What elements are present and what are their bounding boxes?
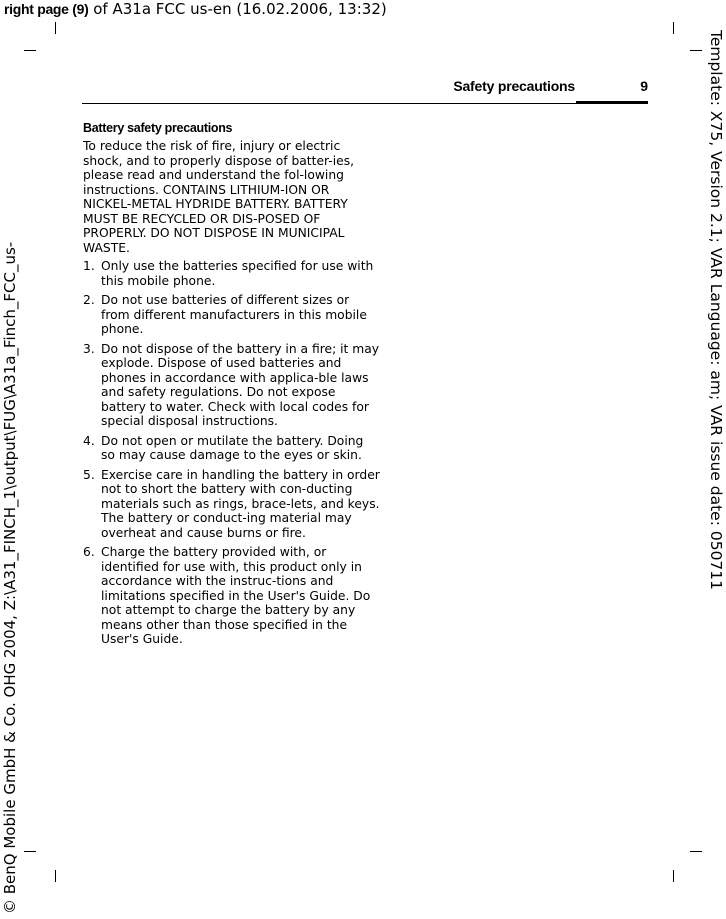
crop-mark-bottom-left-horizontal (24, 851, 36, 852)
crop-mark-top-left-horizontal (24, 50, 36, 51)
doc-info: of A31a FCC us-en (16.02.2006, 13:32) (88, 0, 387, 18)
header-tab-mark (576, 101, 648, 104)
list-item (83, 293, 381, 337)
item-text: Exercise care in handling the battery in order not to short the battery with con-ducting materials such as rings, brace-lets, and keys. The battery or conduct-ing material may overheat and cause burns or fire. (101, 467, 380, 540)
section-heading: Battery safety precautions (83, 121, 233, 135)
crop-mark-bottom-left-vertical (55, 870, 56, 882)
crop-mark-bottom-right-horizontal (690, 851, 702, 852)
item-text: Do not open or mutilate the battery. Doing so may cause damage to the eyes or skin. (101, 433, 364, 462)
item-number: 3. (83, 341, 95, 356)
running-head-title: Safety precautions (453, 78, 575, 94)
item-number: 5. (83, 467, 95, 482)
instruction-list (83, 259, 381, 647)
main-content (83, 120, 381, 652)
crop-mark-bottom-right-vertical (673, 870, 674, 882)
list-item (83, 342, 381, 429)
item-text: Do not dispose of the battery in a fire; it may explode. Dispose of used batteries and phones in accordance with applica-ble laws and safety regulations. Do not expose battery to water. Check with local codes for special disposal instructions. (101, 341, 380, 428)
list-item (83, 545, 381, 647)
section-intro: To reduce the risk of fire, injury or electric shock, and to properly dispose of batter-ies, please read and understand the fol-lowing instructions. CONTAINS LITHIUM-ION OR NICKEL-METAL HYDRIDE BATTERY. BATTERY MUST BE RECYCLED OR DIS-POSED OF PROPERLY. DO NOT DISPOSE IN MUNICIPAL WASTE. (83, 139, 355, 255)
item-number: 6. (83, 545, 95, 559)
list-item (83, 468, 381, 541)
header-rule (82, 103, 648, 104)
item-number: 2. (83, 293, 95, 307)
copyright-sidebar: © BenQ Mobile GmbH & Co. OHG 2004, Z:\A31_FINCH_1\output\FUG\A31a_Finch_FCC_us- (1, 241, 19, 914)
print-info-line (4, 0, 387, 18)
page-label: right page (9) (4, 1, 89, 17)
item-text: Charge the battery provided with, or identified for use with, this product only in accordance with the instruc-tions and limitations specified in the User's Guide. Do not attempt to charge the battery by any means other than those specified in the User's Guide. (101, 545, 371, 646)
item-number: 4. (83, 433, 95, 448)
running-head (82, 74, 648, 104)
list-item (83, 434, 381, 463)
page-number: 9 (640, 78, 648, 94)
item-text: Do not use batteries of different sizes or from different manufacturers in this mobile phone. (101, 293, 367, 336)
item-number: 1. (83, 259, 95, 273)
template-sidebar: Template: X75, Version 2.1; VAR Language: am; VAR issue date: 050711 (707, 30, 725, 591)
item-text: Only use the batteries specified for use with this mobile phone. (101, 259, 374, 288)
crop-mark-top-right-horizontal (690, 50, 702, 51)
list-item (83, 259, 381, 288)
crop-mark-top-right-vertical (673, 22, 674, 34)
crop-mark-top-left-vertical (55, 22, 56, 34)
